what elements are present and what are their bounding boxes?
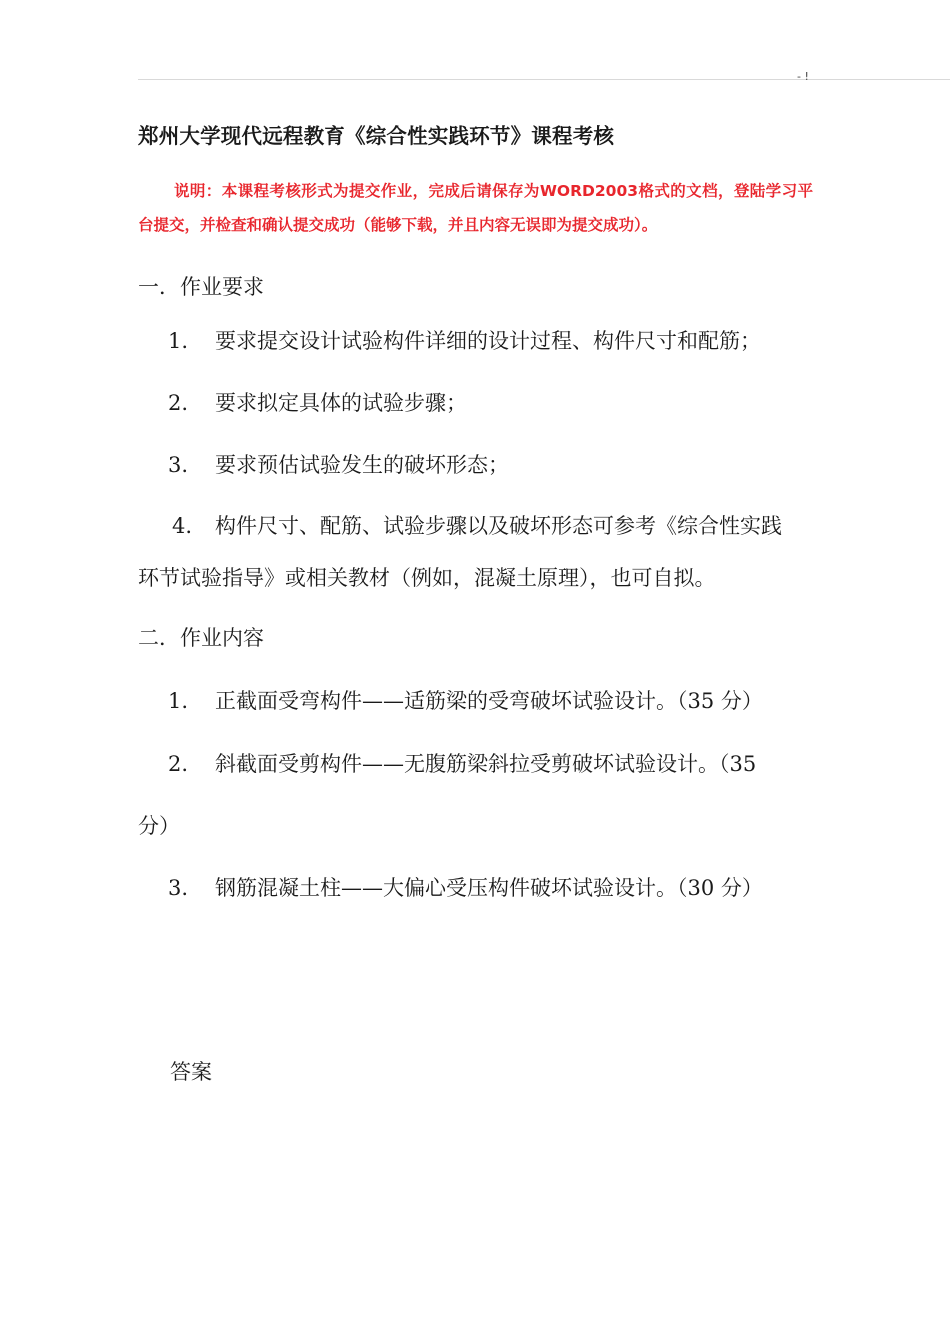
- item-text: 要求预估试验发生的破坏形态；: [215, 453, 509, 477]
- item-text-line2: 分）: [138, 814, 180, 838]
- requirement-item-1: [138, 325, 828, 355]
- item-number: 1.: [168, 329, 189, 353]
- item-text: 钢筋混凝土柱——大偏心受压构件破坏试验设计。（30 分）: [215, 876, 763, 900]
- header-rule: [138, 79, 950, 80]
- notice-text: 说明：本课程考核形式为提交作业，完成后请保存为WORD2003格式的文档，登陆学习平台提交，并检查和确认提交成功（能够下载，并且内容无误即为提交成功）。: [138, 182, 813, 234]
- answer-label: 答案: [170, 1060, 212, 1084]
- item-text-line1: 斜截面受剪构件——无腹筋梁斜拉受剪破坏试验设计。（35: [215, 752, 757, 776]
- item-number: 2.: [168, 391, 189, 415]
- content-item-2: [138, 733, 828, 857]
- requirement-item-4: [138, 500, 828, 604]
- content-item-1: [138, 685, 828, 715]
- item-text-line1: 构件尺寸、配筋、试验步骤以及破坏形态可参考《综合性实践: [215, 514, 782, 538]
- section-heading-content: 二．作业内容: [138, 626, 264, 650]
- content-item-3: [138, 872, 828, 902]
- item-number: 1.: [168, 689, 189, 713]
- item-text: 正截面受弯构件——适筋梁的受弯破坏试验设计。（35 分）: [215, 689, 763, 713]
- requirement-item-2: [138, 387, 828, 417]
- item-text-line2: 环节试验指导》或相关教材（例如，混凝土原理），也可自拟。: [138, 566, 716, 590]
- document-title: 郑州大学现代远程教育《综合性实践环节》课程考核: [138, 124, 615, 148]
- section-heading-requirements: 一．作业要求: [138, 275, 264, 299]
- header-mark: - !: [797, 70, 809, 83]
- item-text: 要求提交设计试验构件详细的设计过程、构件尺寸和配筋；: [215, 329, 761, 353]
- item-text: 要求拟定具体的试验步骤；: [215, 391, 467, 415]
- item-number: 3.: [168, 453, 189, 477]
- requirement-item-3: [138, 449, 828, 479]
- item-number: 4.: [172, 514, 193, 538]
- item-number: 3.: [168, 876, 189, 900]
- item-number: 2.: [168, 752, 189, 776]
